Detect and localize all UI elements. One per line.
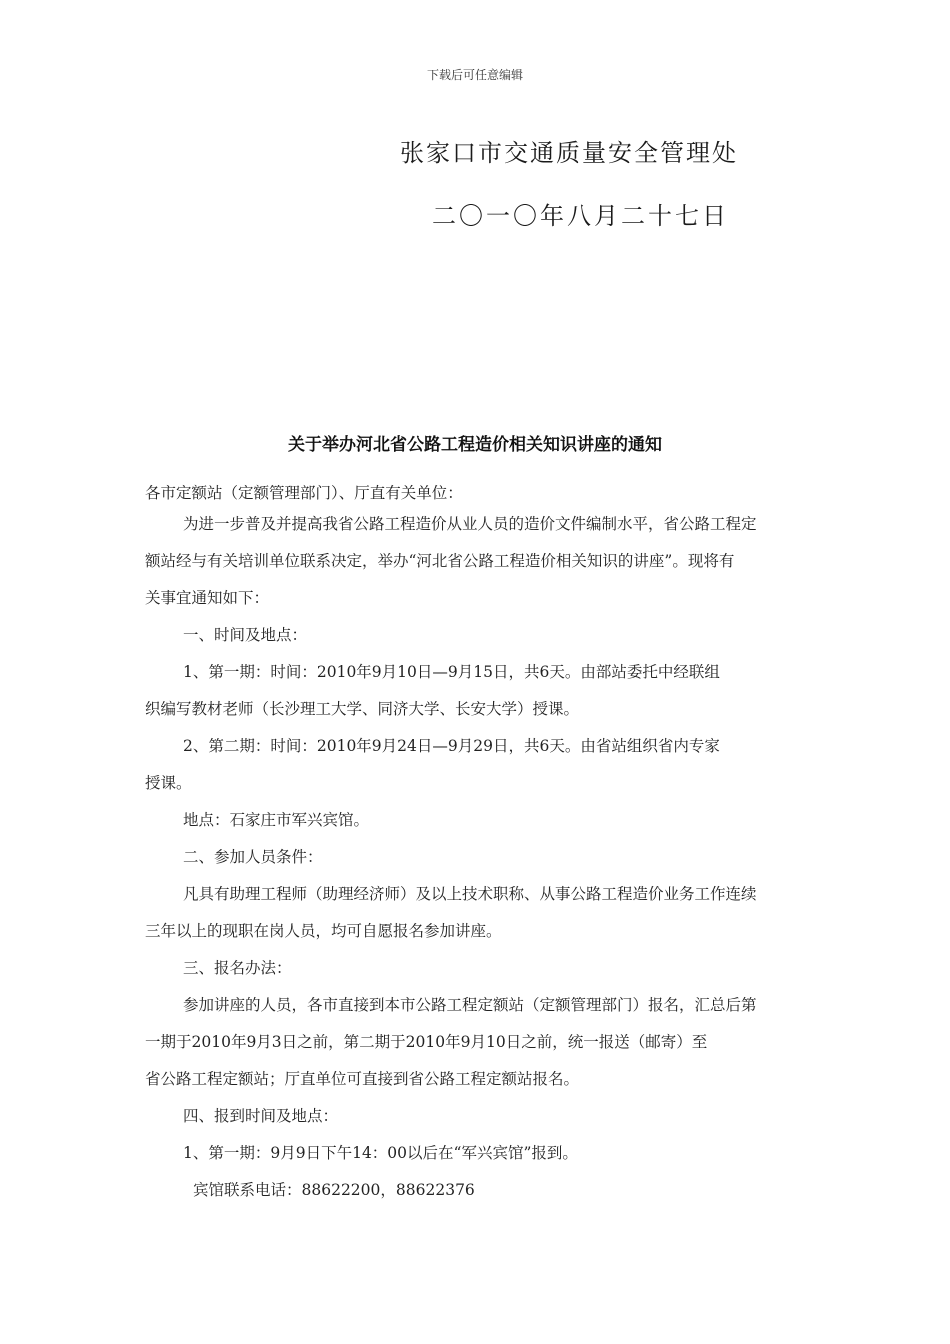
body-line: 织编写教材老师（长沙理工大学、同济大学、长安大学）授课。 [145,700,580,718]
notice-title: 关于举办河北省公路工程造价相关知识讲座的通知 [288,435,662,455]
body-line: 一期于2010年9月3日之前，第二期于2010年9月10日之前，统一报送（邮寄）至 [145,1033,708,1051]
body-line: 额站经与有关培训单位联系决定，举办“河北省公路工程造价相关知识的讲座”。现将有 [145,552,735,570]
section-heading-check-in: 四、报到时间及地点： [183,1107,339,1125]
body-line: 三年以上的现职在岗人员，均可自愿报名参加讲座。 [145,922,502,940]
body-line: 关事宜通知如下： [145,589,270,607]
body-line: 凡具有助理工程师（助理经济师）及以上技术职称、从事公路工程造价业务工作连续 [183,885,757,903]
hotel-phone-line: 宾馆联系电话：88622200，88622376 [193,1181,475,1199]
body-line: 省公路工程定额站；厅直单位可直接到省公路工程定额站报名。 [145,1070,580,1088]
section-heading-time-place: 一、时间及地点： [183,626,308,644]
body-line-salutation: 各市定额站（定额管理部门）、厅直有关单位： [145,484,463,502]
body-line: 地点：石家庄市军兴宾馆。 [183,811,370,829]
body-line: 授课。 [145,774,192,792]
body-line: 参加讲座的人员，各市直接到本市公路工程定额站（定额管理部门）报名，汇总后第 [183,996,757,1014]
notice-body [145,480,810,1209]
header-note: 下载后可任意编辑 [426,68,523,82]
section-heading-registration: 三、报名办法： [183,959,292,977]
body-line: 2、第二期：时间：2010年9月24日—9月29日，共6天。由省站组织省内专家 [183,737,720,755]
issue-date: 二〇一〇年八月二十七日 [432,202,729,230]
body-line: 1、第一期：9月9日下午14：00以后在“军兴宾馆”报到。 [183,1144,578,1162]
body-line: 为进一步普及并提高我省公路工程造价从业人员的造价文件编制水平，省公路工程定 [183,515,757,533]
section-heading-participants: 二、参加人员条件： [183,848,323,866]
body-line: 1、第一期：时间：2010年9月10日—9月15日，共6天。由部站委托中经联组 [183,663,720,681]
issuer-name: 张家口市交通质量安全管理处 [400,139,738,167]
